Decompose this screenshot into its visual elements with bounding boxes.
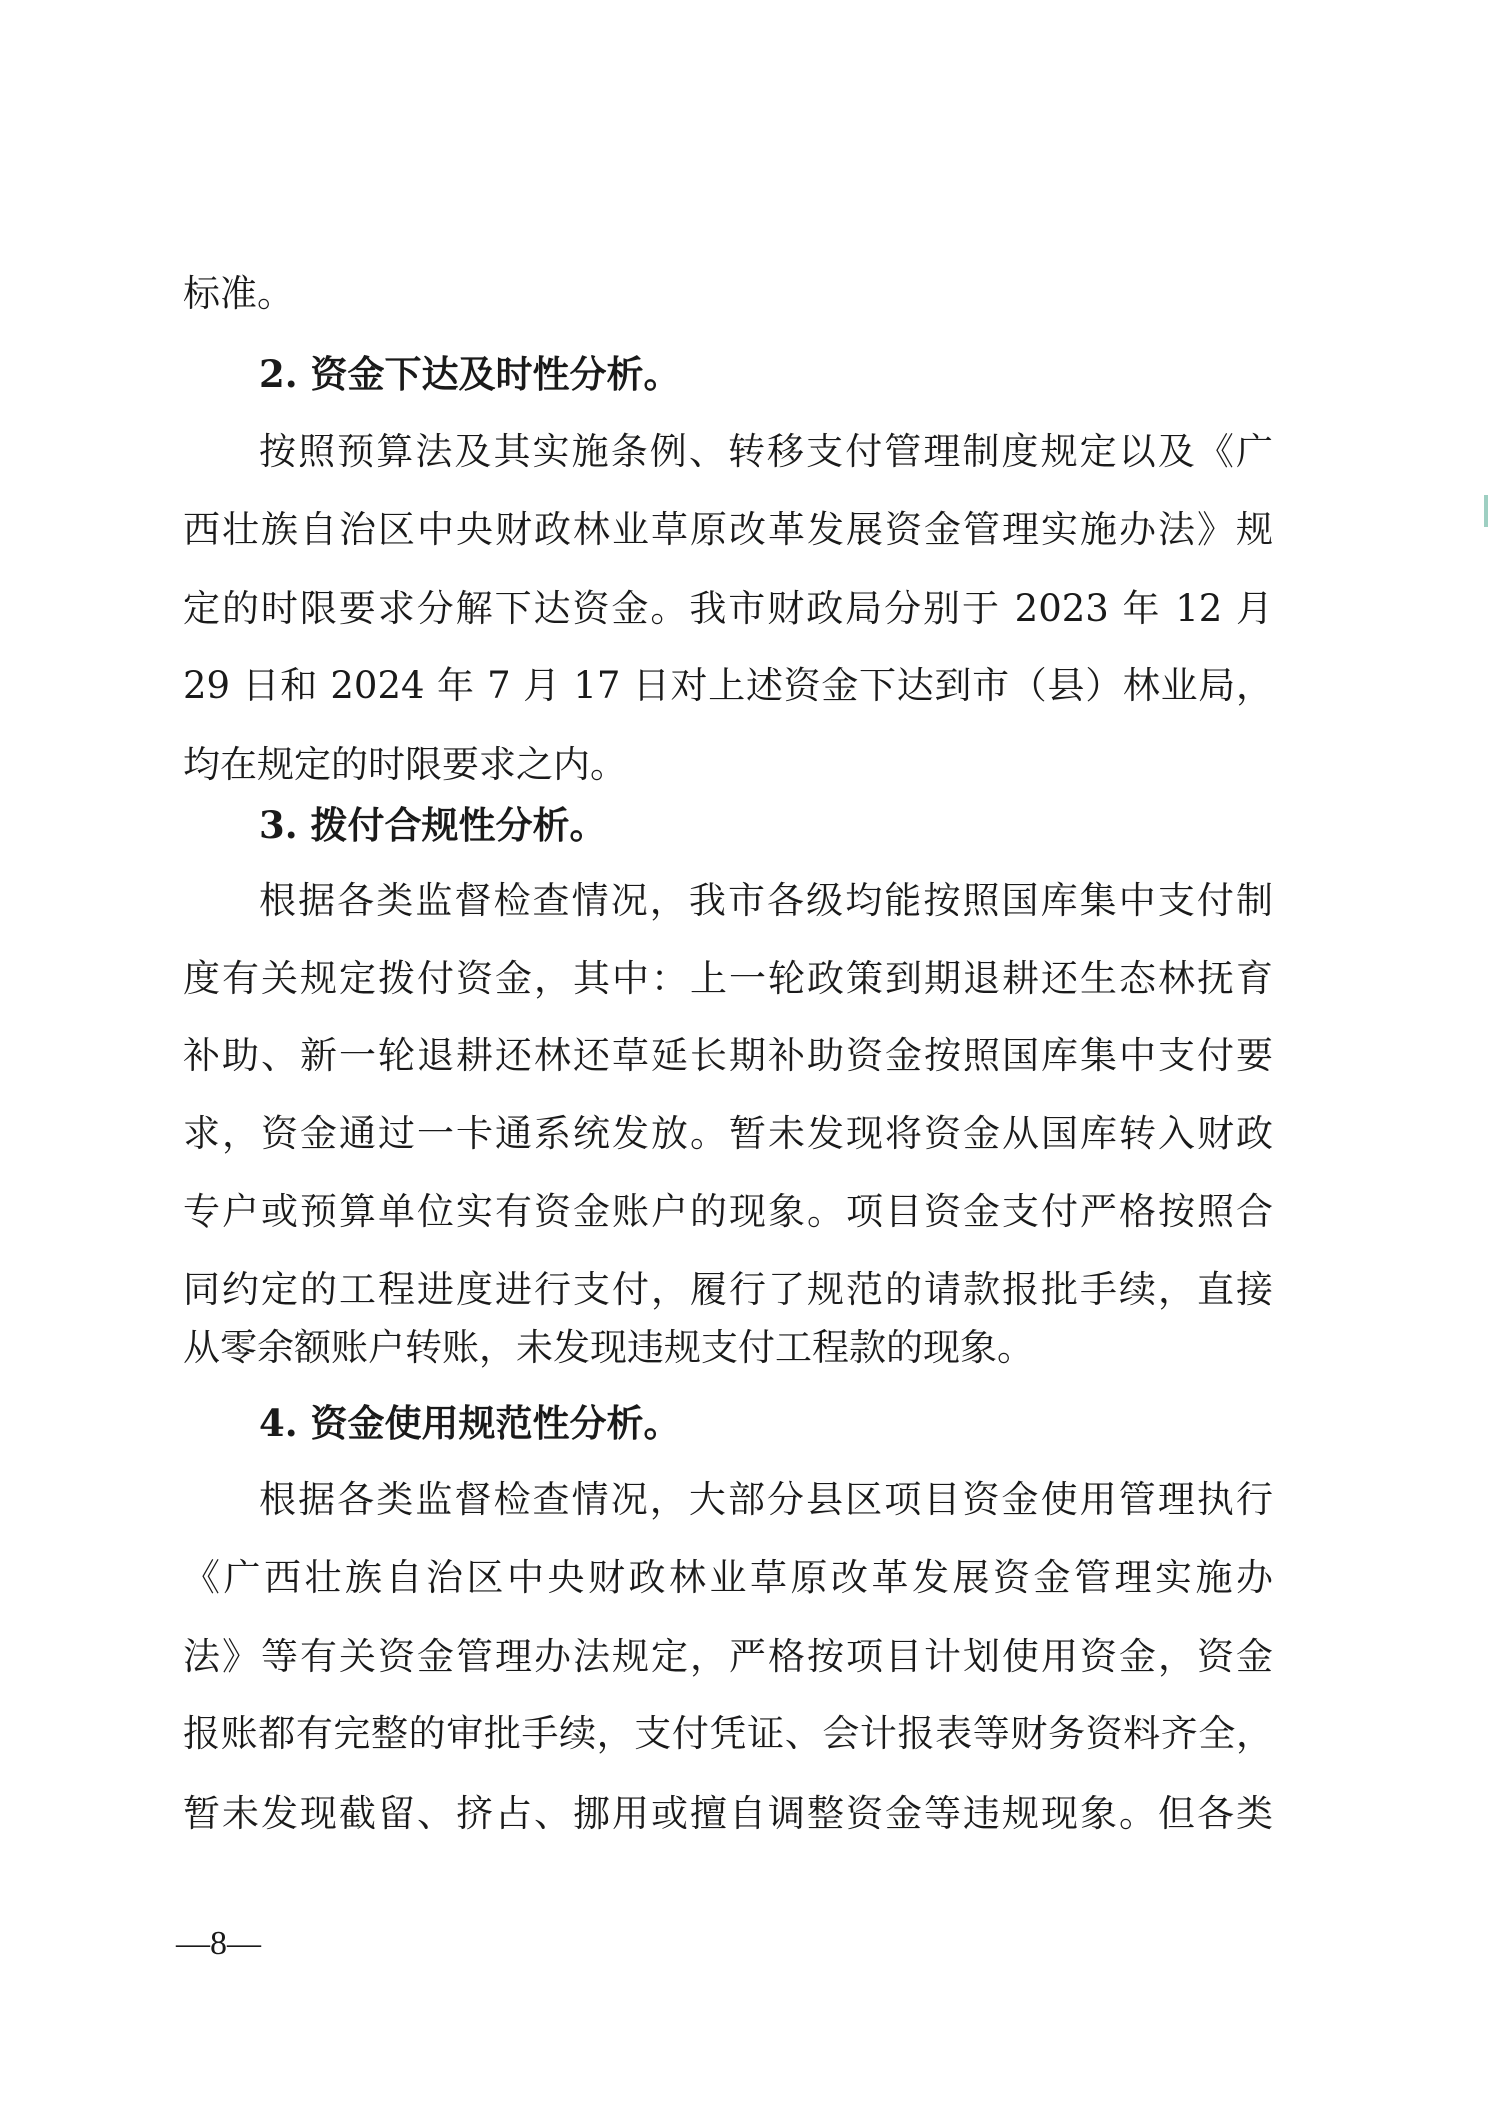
paragraph-line: 定的时限要求分解下达资金。我市财政局分别于 2023 年 12 月 [183, 587, 1273, 630]
paragraph-line: 补助、新一轮退耕还林还草延长期补助资金按照国库集中支付要 [183, 1034, 1273, 1077]
paragraph-line: 暂未发现截留、挤占、挪用或擅自调整资金等违规现象。但各类 [183, 1792, 1273, 1835]
paragraph-line: 法》等有关资金管理办法规定，严格按项目计划使用资金，资金 [183, 1635, 1273, 1678]
paragraph-line: 西壮族自治区中央财政林业草原改革发展资金管理实施办法》规 [183, 508, 1273, 551]
section-heading-compliance: 3. 拨付合规性分析。 [259, 803, 607, 847]
paragraph-line: 根据各类监督检查情况，大部分县区项目资金使用管理执行 [259, 1478, 1273, 1521]
paragraph-line: 专户或预算单位实有资金账户的现象。项目资金支付严格按照合 [183, 1190, 1273, 1233]
page-number: —8— [176, 1925, 261, 1962]
paragraph-line: 度有关规定拨付资金，其中：上一轮政策到期退耕还生态林抚育 [183, 957, 1273, 1000]
paragraph-line: 求，资金通过一卡通系统发放。暂未发现将资金从国库转入财政 [183, 1112, 1273, 1155]
scan-edge-mark [1484, 495, 1488, 527]
paragraph-line: 报账都有完整的审批手续，支付凭证、会计报表等财务资料齐全， [183, 1712, 1273, 1755]
section-heading-usage: 4. 资金使用规范性分析。 [259, 1401, 681, 1445]
paragraph-line: 29 日和 2024 年 7 月 17 日对上述资金下达到市（县）林业局， [183, 664, 1273, 707]
paragraph-line: 根据各类监督检查情况，我市各级均能按照国库集中支付制 [259, 879, 1273, 922]
paragraph-line: 按照预算法及其实施条例、转移支付管理制度规定以及《广 [259, 430, 1273, 473]
paragraph-line: 《广西壮族自治区中央财政林业草原改革发展资金管理实施办 [183, 1556, 1273, 1599]
paragraph-line: 均在规定的时限要求之内。 [183, 743, 627, 786]
paragraph-line: 从零余额账户转账，未发现违规支付工程款的现象。 [183, 1326, 1034, 1369]
paragraph-line: 同约定的工程进度进行支付，履行了规范的请款报批手续，直接 [183, 1268, 1273, 1311]
paragraph-line: 标准。 [183, 272, 294, 315]
section-heading-timeliness: 2. 资金下达及时性分析。 [259, 352, 681, 396]
